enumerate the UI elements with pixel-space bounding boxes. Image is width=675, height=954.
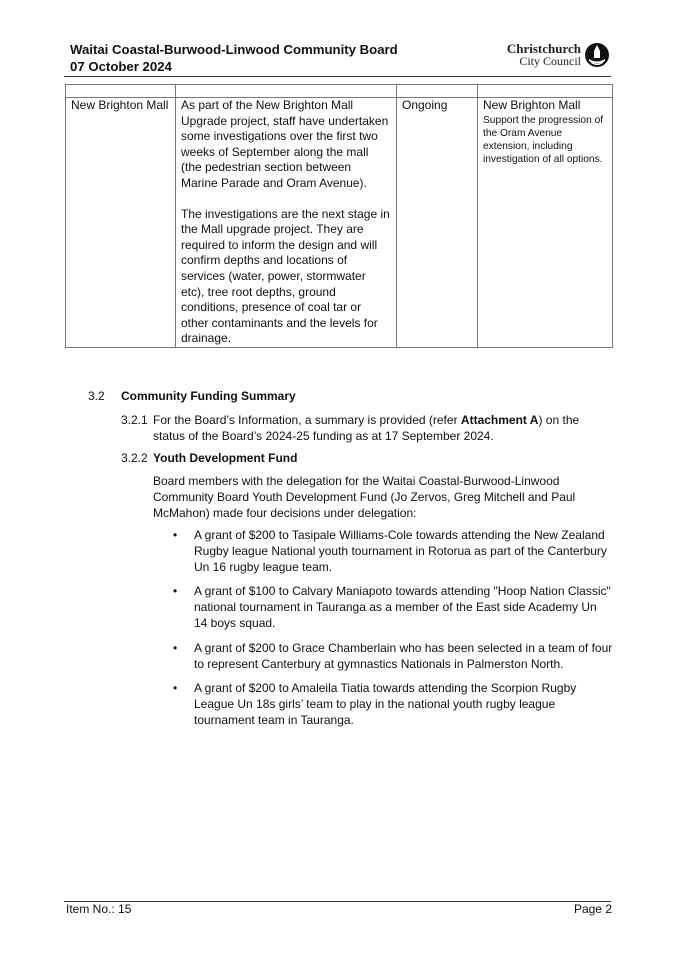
cathedral-logo-icon <box>584 42 610 68</box>
subsection-number: 3.2.1 <box>121 413 148 427</box>
subsection-3-2-2 <box>121 451 611 467</box>
project-table <box>65 84 613 348</box>
description-paragraph: As part of the New Brighton Mall Upgrade project, staff have undertaken some investigations over the first two weeks of September along the mall (the pedestrian section between Marine Parade and Oram Avenue). <box>181 98 389 190</box>
description-paragraph: The investigations are the next stage in the Mall upgrade project. They are required to inform the design and will confirm depths and locations of services (water, power, stormwater etc), tree root depths, ground conditions, presence of coal tar or other contaminants and the levels for drainage. <box>181 206 390 346</box>
header-divider <box>64 76 611 77</box>
subsection-number: 3.2.2 <box>121 451 148 465</box>
intro-text: Board members with the delegation for the Waitai Coastal-Burwood-Linwood Community Board Youth Development Fund (Jo Zervos, Greg Mitchell and Paul McMahon) made four decisions under delegation: <box>153 474 576 520</box>
grant-text: A grant of $200 to Grace Chamberlain who has been selected in a team of four to represent Canterbury at gymnastics Nationals in Palmerston North. <box>194 640 613 671</box>
page-number: Page 2 <box>573 902 612 916</box>
grant-list <box>173 528 613 738</box>
grant-text: A grant of $100 to Calvary Maniapoto towards attending "Hoop Nation Classic" national tournament in Tauranga as a member of the East side Academy Un 14 boys squad. <box>194 584 611 630</box>
attachment-reference: Attachment A <box>460 413 539 427</box>
text-span: ) on the status of the Board’s 2024-25 funding as at 17 September 2024. <box>153 413 580 443</box>
description-cell <box>176 98 397 348</box>
project-cell: New Brighton Mall <box>66 98 176 348</box>
outcome-title: New Brighton Mall <box>483 98 581 112</box>
council-logo <box>507 42 610 68</box>
section-title: Community Funding Summary <box>121 389 296 403</box>
logo-line2: City Council <box>519 54 581 68</box>
bullet-icon: • <box>173 584 178 599</box>
table-row <box>66 85 613 98</box>
list-item <box>173 681 613 728</box>
status-cell: Ongoing <box>397 98 478 348</box>
board-name: Waitai Coastal-Burwood-Linwood Community Board <box>70 42 398 57</box>
list-item <box>173 584 613 631</box>
bullet-icon: • <box>173 528 178 542</box>
grant-text: A grant of $200 to Amaleila Tiatia towards attending the Scorpion Rugby League Un 18s girls’ team to play in the national youth rugby league tournament team in Tauranga. <box>194 681 577 727</box>
bullet-icon: • <box>173 640 178 655</box>
list-item <box>173 641 613 673</box>
section-number: 3.2 <box>88 389 105 403</box>
grant-text: A grant of $200 to Tasipale Williams-Cole towards attending the New Zealand Rugby league National youth tournament in Rotorua as part of the Canterbury Un 16 rugby league team. <box>194 528 607 574</box>
logo-line1: Christchurch <box>506 41 581 56</box>
youth-fund-intro <box>121 474 611 521</box>
item-number: Item No.: 15 <box>66 902 132 916</box>
meeting-date: 07 October 2024 <box>70 59 172 74</box>
bullet-icon: • <box>173 681 178 696</box>
outcome-cell <box>478 98 613 348</box>
subsection-title: Youth Development Fund <box>153 451 298 465</box>
subsection-3-2-1 <box>121 413 611 445</box>
subsection-text <box>153 413 611 445</box>
table-row <box>66 98 613 348</box>
footer-divider <box>64 901 611 902</box>
text-span: For the Board’s Information, a summary is provided (refer <box>153 413 461 427</box>
list-item <box>173 528 613 575</box>
outcome-text: Support the progression of the Oram Avenue extension, including investigation of all options. <box>483 114 604 165</box>
